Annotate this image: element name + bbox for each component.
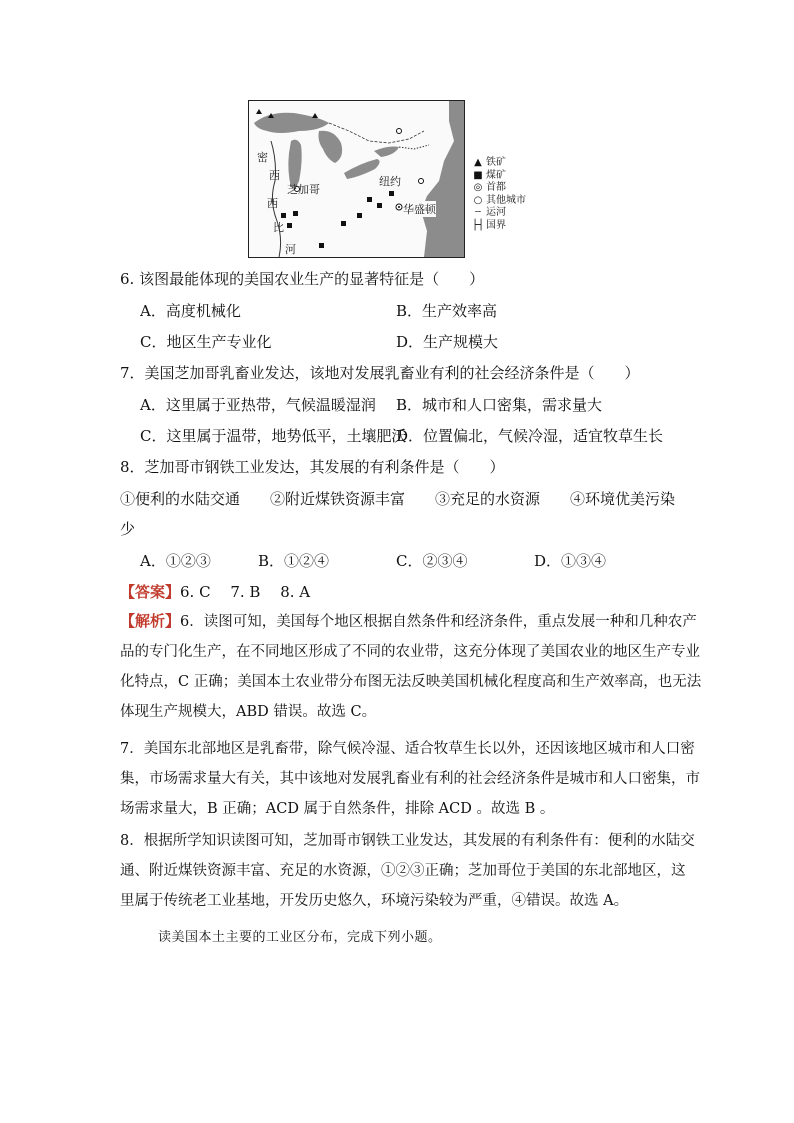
legend-item: ├┤ 国界 [472, 219, 506, 231]
question-8-stem: 8．芝加哥市钢铁工业发达，其发展的有利条件是（ ） [120, 458, 505, 476]
map-label-bi: 比 [273, 221, 284, 234]
question-6-stem: 6. 该图最能体现的美国农业生产的显著特征是（ ） [120, 270, 485, 288]
coal-mine-mark [377, 203, 382, 208]
question-8-option-a: A．①②③ [140, 552, 211, 570]
question-6-option-d: D．生产规模大 [396, 333, 499, 351]
question-7-option-d: D．位置偏北，气候冷湿，适宜牧草生长 [396, 427, 664, 445]
question-8-option-c: C．②③④ [396, 552, 468, 570]
question-7-option-c: C．这里属于温带，地势低平，土壤肥沃 [140, 427, 407, 445]
newyork-city-mark [419, 179, 424, 184]
legend-item: ┄ 运河 [472, 207, 526, 220]
explanation-7: 7．美国东北部地区是乳畜带，除气候冷湿、适合牧草生长以外，还因该地区城市和人口密 集，市场需求量大有关，其中该地对发展乳畜业有利的社会经济条件是城市和人口密集，市 场需求量大，B 正确；ACD 属于自然条件，排除 ACD 。故选 B 。 [120, 741, 700, 817]
question-6-option-c: C．地区生产专业化 [140, 333, 272, 351]
iron-mine-mark [312, 113, 318, 118]
question-8-conditions: ①便利的水陆交通 ②附近煤铁资源丰富 ③充足的水资源 ④环境优美污染 [120, 490, 676, 508]
map-label-xi1: 西 [269, 169, 280, 182]
coal-mine-mark [357, 213, 362, 218]
border-icon: ├┤ [472, 219, 485, 231]
lake-huron-shape [319, 131, 343, 163]
map-label-xi2: 西 [267, 197, 278, 210]
ocean-shape [421, 101, 464, 257]
canal-line [399, 145, 429, 149]
coal-mine-mark [367, 197, 372, 202]
coal-mine-mark [293, 211, 298, 216]
map-label-newyork: 纽约 [379, 175, 401, 188]
lake-superior-shape [254, 113, 329, 133]
city-mark [397, 129, 402, 134]
coal-mine-mark [341, 221, 346, 226]
lake-ontario-shape [374, 147, 399, 158]
coal-mine-mark [319, 243, 324, 248]
map-figure [248, 100, 465, 258]
next-section-intro: 读美国本土主要的工业区分布，完成下列小题。 [158, 930, 442, 945]
lake-erie-shape [344, 159, 380, 179]
question-7-option-a: A．这里属于亚热带，气候温暖湿润 [140, 396, 376, 414]
coal-mine-mark [281, 213, 286, 218]
answer-text: 6. C 7. B 8. A [180, 583, 311, 601]
coal-mine-mark [287, 223, 292, 228]
question-7-stem: 7．美国芝加哥乳畜业发达，该地对发展乳畜业有利的社会经济条件是（ ） [120, 364, 640, 382]
map-label-mi: 密 [257, 151, 268, 164]
square-icon: ■ [473, 169, 483, 181]
explanation-label: 【解析】 [120, 612, 181, 630]
explanation-8: 8．根据所学知识读图可知，芝加哥市钢铁工业发达，其发展的有利条件有：便利的水陆交 通、附近煤铁资源丰富、充足的水资源，①②③正确；芝加哥位于美国的东北部地区，这 里属于传统老工业基地，开发历史悠久，环境污染较为严重，④错误。故选 A。 [120, 833, 695, 909]
iron-mine-mark [256, 109, 262, 114]
answer-label: 【答案】 [120, 583, 181, 601]
explanation-6: 【解析】6．读图可知，美国每个地区根据自然条件和经济条件，重点发展一种和几种农产 品的专门化生产，在不同地区形成了不同的农业带，这充分体现了美国农业的地区生产专业 化特点，C 正确；美国本土农业带分布图无法反映美国机械化程度高和生产效率高，也无法 体现生产规模大，ABD 错误。故选 C。 [120, 612, 702, 720]
triangle-icon: ▲ [474, 157, 482, 168]
map-legend [472, 157, 526, 232]
coal-mine-mark [389, 191, 394, 196]
question-6-option-a: A．高度机械化 [140, 302, 241, 320]
legend-item: ○ 其他城市 [473, 194, 526, 206]
canal-icon: ┄ [474, 207, 482, 218]
question-8-option-b: B．①②④ [258, 552, 330, 570]
question-6-option-b: B．生产效率高 [396, 302, 498, 320]
question-8-conditions-cont: 少 [120, 520, 136, 538]
map-label-chicago: 芝加哥 [287, 183, 320, 196]
answer-line [120, 581, 310, 602]
city-icon: ○ [473, 194, 483, 206]
legend-item: ■ 煤矿 [473, 169, 506, 181]
legend-item: ◎ 首都 [473, 182, 506, 193]
map-label-washington: 华盛顿 [403, 203, 436, 216]
question-8-option-d: D．①③④ [534, 552, 607, 570]
legend-item: ▲ 铁矿 [472, 157, 526, 170]
question-7-option-b: B．城市和人口密集，需求量大 [396, 396, 603, 414]
capital-icon: ◎ [473, 182, 483, 193]
border-line [329, 123, 424, 143]
map-label-he: 河 [285, 243, 296, 256]
